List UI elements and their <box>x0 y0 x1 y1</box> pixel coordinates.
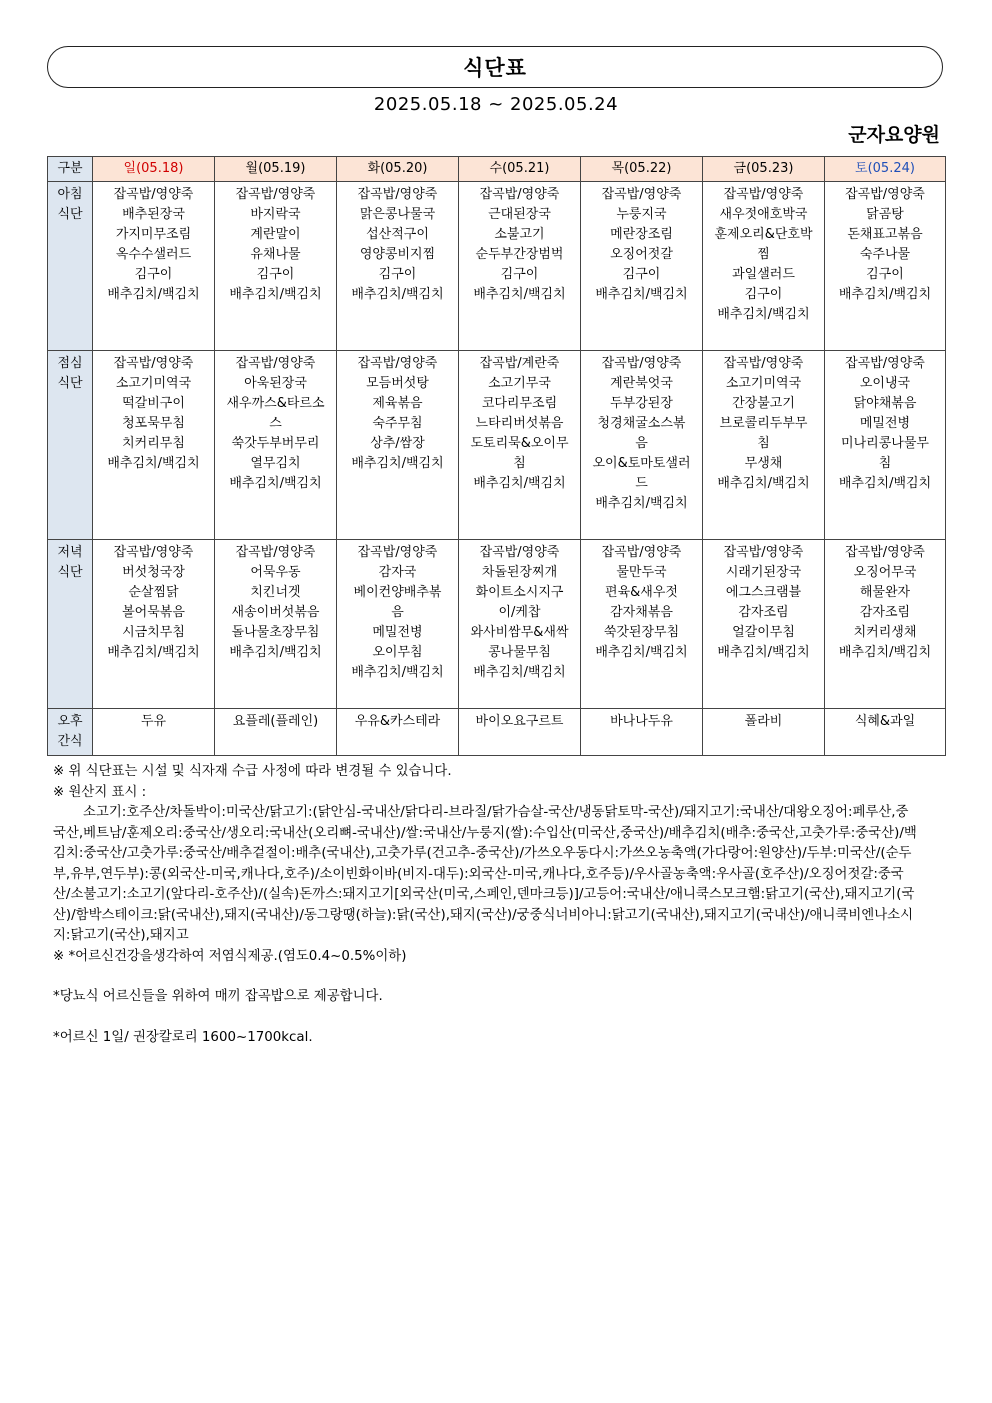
menu-item: 시금치무침 <box>122 625 185 640</box>
menu-item: 숙주나물 <box>859 247 911 262</box>
menu-item: 오징어젓갈 <box>610 247 673 262</box>
menu-item: 잡곡밥/영양죽 <box>601 356 682 371</box>
row-label-line: 오후 <box>57 714 83 729</box>
menu-cell-lunch-sun <box>93 351 215 540</box>
menu-item: 침 <box>757 436 770 451</box>
menu-item: 순두부간장범벅 <box>475 247 564 262</box>
row-label-line: 식단 <box>57 565 83 580</box>
menu-cell-breakfast-wed <box>459 182 581 351</box>
menu-item: 계란말이 <box>250 227 301 242</box>
meal-row-breakfast <box>48 182 946 351</box>
menu-cell-breakfast-fri <box>703 182 825 351</box>
menu-cell-breakfast-sun <box>93 182 215 351</box>
row-label-line: 식단 <box>57 207 83 222</box>
menu-item: 소고기미역국 <box>115 376 192 391</box>
menu-item: 잡곡밥/영양죽 <box>723 545 804 560</box>
menu-item: 유채나물 <box>250 247 301 262</box>
menu-item: 배추김치/백김치 <box>717 307 810 322</box>
menu-item: 배추된장국 <box>122 207 185 222</box>
menu-item: 배추김치/백김치 <box>351 665 444 680</box>
menu-cell-snack-sun <box>93 709 215 756</box>
menu-item: 해물완자 <box>859 585 911 600</box>
menu-item: 잡곡밥/영양죽 <box>235 187 316 202</box>
menu-item: 배추김치/백김치 <box>351 287 444 302</box>
menu-item: 잡곡밥/영양죽 <box>113 545 194 560</box>
menu-item: 치커리생채 <box>853 625 917 640</box>
menu-item: 침 <box>878 456 892 471</box>
menu-item: 식혜&과일 <box>854 714 916 729</box>
calorie-note: *어르신 1일/ 권장칼로리 1600~1700kcal. <box>53 1029 313 1045</box>
row-label-line: 식단 <box>57 376 83 391</box>
menu-item: 배추김치/백김치 <box>717 645 810 660</box>
menu-cell-lunch-thu <box>581 351 703 540</box>
menu-item: 모듬버섯탕 <box>366 376 429 391</box>
menu-item: 치커리무침 <box>122 436 185 451</box>
row-label-lunch <box>48 351 93 540</box>
facility-name: 군자요양원 <box>848 124 940 146</box>
menu-item: 간장불고기 <box>732 396 795 411</box>
menu-item: 아욱된장국 <box>244 376 307 391</box>
menu-item: 오이&토마토샐러 <box>592 456 691 471</box>
menu-item: 치킨너겟 <box>250 585 301 600</box>
menu-cell-lunch-mon <box>215 351 337 540</box>
menu-item: 누룽지국 <box>616 207 667 222</box>
menu-item: 시래기된장국 <box>725 565 802 580</box>
menu-title-box <box>47 46 943 88</box>
menu-item: 잡곡밥/영양죽 <box>723 356 804 371</box>
menu-item: 김구이 <box>500 267 539 282</box>
menu-item: 잡곡밥/영양죽 <box>479 187 560 202</box>
low-salt-note: ※ *어르신건강을생각하여 저염식제공.(염도0.4~0.5%이하) <box>53 948 407 964</box>
change-notice: ※ 위 식단표는 시설 및 식자재 수급 사정에 따라 변경될 수 있습니다. <box>53 764 452 779</box>
day-header-thu: 목(05.22) <box>581 157 703 182</box>
menu-item: 음 <box>391 605 404 620</box>
meal-row-snack <box>48 709 946 756</box>
menu-item: 배추김치/백김치 <box>351 456 444 471</box>
row-label-line: 간식 <box>57 734 83 749</box>
menu-cell-lunch-tue <box>337 351 459 540</box>
menu-item: 돌나물초장무침 <box>231 625 320 640</box>
table-header-row <box>48 157 946 182</box>
menu-item: 바이오요구르트 <box>475 714 564 729</box>
menu-item: 새송이버섯볶음 <box>231 605 320 620</box>
menu-item: 김구이 <box>256 267 295 282</box>
page-title: 식단표 <box>463 56 527 80</box>
menu-item: 감자조림 <box>738 605 789 620</box>
menu-item: 차돌된장찌개 <box>481 565 558 580</box>
menu-item: 배추김치/백김치 <box>595 496 688 511</box>
menu-cell-dinner-thu <box>581 540 703 709</box>
row-label-dinner <box>48 540 93 709</box>
menu-item: 배추김치/백김치 <box>473 476 566 491</box>
menu-item: 잡곡밥/영양죽 <box>601 545 682 560</box>
menu-item: 소고기무국 <box>488 376 551 391</box>
menu-item: 청포묵무침 <box>122 416 185 431</box>
row-label-breakfast <box>48 182 93 351</box>
menu-item: 메란장조림 <box>610 227 673 242</box>
menu-item: 섭산적구이 <box>366 227 429 242</box>
menu-item: 닭야채볶음 <box>853 396 917 411</box>
menu-item: 배추김치/백김치 <box>107 456 200 471</box>
menu-item: 김구이 <box>744 287 783 302</box>
menu-item: 도토리묵&오이무 <box>470 436 569 451</box>
menu-item: 잡곡밥/영양죽 <box>357 187 438 202</box>
menu-cell-snack-thu <box>581 709 703 756</box>
menu-cell-lunch-sat <box>825 351 946 540</box>
menu-item: 옥수수샐러드 <box>115 247 192 262</box>
menu-item: 폴라비 <box>744 714 783 729</box>
menu-item: 소불고기 <box>494 227 545 242</box>
menu-item: 가지미무조림 <box>115 227 192 242</box>
menu-item: 감자국 <box>378 565 417 580</box>
menu-item: 찜 <box>757 247 770 262</box>
menu-item: 숙주무침 <box>372 416 423 431</box>
menu-item: 볼어묵볶음 <box>122 605 185 620</box>
menu-item: 감자채볶음 <box>610 605 673 620</box>
menu-item: 배추김치/백김치 <box>838 645 932 660</box>
menu-item: 느타리버섯볶음 <box>475 416 564 431</box>
menu-item: 배추김치/백김치 <box>229 287 322 302</box>
menu-item: 순살찜닭 <box>128 585 179 600</box>
menu-item: 잡곡밥/영양죽 <box>845 187 925 202</box>
menu-item: 배추김치/백김치 <box>473 665 566 680</box>
day-header-sun: 일(05.18) <box>93 157 215 182</box>
menu-item: 감자조림 <box>859 605 911 620</box>
menu-item: 화이트소시지구 <box>475 585 564 600</box>
menu-item: 와사비쌈무&새싹 <box>470 625 569 640</box>
menu-cell-dinner-sun <box>93 540 215 709</box>
menu-cell-dinner-fri <box>703 540 825 709</box>
menu-item: 배추김치/백김치 <box>838 287 932 302</box>
menu-item: 미나리콩나물무 <box>841 436 929 451</box>
menu-item: 편육&새우젓 <box>605 585 678 600</box>
menu-cell-dinner-wed <box>459 540 581 709</box>
menu-item: 상추/쌈장 <box>370 436 425 451</box>
menu-item: 잡곡밥/영양죽 <box>357 356 438 371</box>
menu-item: 오이무침 <box>372 645 423 660</box>
day-header-tue: 화(05.20) <box>337 157 459 182</box>
menu-item: 돈채표고볶음 <box>847 227 923 242</box>
menu-cell-snack-mon <box>215 709 337 756</box>
menu-cell-snack-fri <box>703 709 825 756</box>
menu-item: 바나나두유 <box>610 714 673 729</box>
menu-item: 잡곡밥/영양죽 <box>235 356 316 371</box>
menu-item: 잡곡밥/계란죽 <box>479 356 560 371</box>
menu-cell-breakfast-sat <box>825 182 946 351</box>
menu-item: 잡곡밥/영양죽 <box>235 545 316 560</box>
origin-text: 소고기:호주산/차돌박이:미국산/닭고기:(닭안심-국내산/닭다리-브라질/닭가슴살-국산/냉동닭토막-국산)/돼지고기:국내산/대왕오징어:페루산,중국산,베트남/훈제오리:중국산/생오리:국내산(오리뼈-국내산)/쌀:국내산/누룽지(쌀):수입산(미국산,중국산)/배추김치(배추:중국산,고춧가루:중국산)/백김치:중국산/고춧가루:중국산/배추겉절이:배추(국내산),고춧가루(건고추-중국산)/가쓰오우동다시:가쓰오농축액(가다랑어:원양산)/두부:미국산/(순두부,유부,연두부):콩(외국산-미국,캐나다,호주)/소이빈화이바(비지-대두):외국산-미국,캐나다,호주등)/우사골농축액:우사골(호주산)/오징어젓갈:중국산/소불고기:소고기(앞다리-호주산)/(실속)돈까스:돼지고기[외국산(미국,스페인,덴마크등)]/고등어:국내산/애니쿡스모크햄:닭고기(국산),돼지고기(국산)/함박스테이크:닭(국내산),돼지(국내산)/동그랑땡(하늘):닭(국산),돼지(국산)/궁중식너비아니:닭고기(국내산),돼지고기(국내산)/애니쿡비엔나소시지:닭고기(국산),돼지고 <box>53 805 917 943</box>
menu-cell-snack-wed <box>459 709 581 756</box>
menu-item: 콩나물무침 <box>488 645 551 660</box>
menu-cell-dinner-tue <box>337 540 459 709</box>
menu-item: 두부강된장 <box>610 396 673 411</box>
day-header-fri: 금(05.23) <box>703 157 825 182</box>
date-range: 2025.05.18 ~ 2025.05.24 <box>373 94 619 115</box>
day-header-mon: 월(05.19) <box>215 157 337 182</box>
menu-item: 배추김치/백김치 <box>717 476 810 491</box>
day-header-wed: 수(05.21) <box>459 157 581 182</box>
menu-item: 우유&카스테라 <box>354 714 441 729</box>
menu-item: 근대된장국 <box>488 207 551 222</box>
meal-row-dinner <box>48 540 946 709</box>
menu-item: 잡곡밥/영양죽 <box>113 187 194 202</box>
menu-item: 두유 <box>140 714 167 729</box>
menu-item: 배추김치/백김치 <box>107 645 200 660</box>
menu-item: 계란북엇국 <box>610 376 673 391</box>
menu-cell-lunch-fri <box>703 351 825 540</box>
menu-item: 이/케찹 <box>498 605 541 620</box>
menu-item: 요플레(플레인) <box>232 714 319 729</box>
menu-item: 떡갈비구이 <box>122 396 185 411</box>
menu-item: 배추김치/백김치 <box>838 476 932 491</box>
notes-section <box>53 762 919 1048</box>
menu-item: 닭곰탕 <box>866 207 904 222</box>
menu-cell-breakfast-mon <box>215 182 337 351</box>
menu-item: 김구이 <box>622 267 661 282</box>
menu-item: 음 <box>635 436 648 451</box>
row-label-snack <box>48 709 93 756</box>
menu-item: 김구이 <box>866 267 904 282</box>
menu-item: 맑은콩나물국 <box>359 207 436 222</box>
meal-table <box>47 156 946 756</box>
menu-item: 버섯청국장 <box>122 565 185 580</box>
menu-item: 소고기미역국 <box>725 376 802 391</box>
meal-row-lunch <box>48 351 946 540</box>
menu-cell-snack-sat <box>825 709 946 756</box>
menu-item: 브로콜리두부무 <box>719 416 808 431</box>
menu-item: 새우젓애호박국 <box>719 207 808 222</box>
menu-cell-dinner-mon <box>215 540 337 709</box>
menu-item: 침 <box>513 456 526 471</box>
menu-item: 과일샐러드 <box>732 267 795 282</box>
menu-item: 메밀전병 <box>372 625 423 640</box>
menu-item: 배추김치/백김치 <box>595 287 688 302</box>
menu-item: 무생채 <box>744 456 783 471</box>
menu-item: 잡곡밥/영양죽 <box>357 545 438 560</box>
menu-item: 쑥갓두부버무리 <box>231 436 320 451</box>
menu-item: 물만두국 <box>616 565 667 580</box>
menu-item: 어묵우동 <box>250 565 301 580</box>
menu-cell-breakfast-thu <box>581 182 703 351</box>
day-header-sat: 토(05.24) <box>825 157 946 182</box>
menu-item: 코다리무조림 <box>481 396 558 411</box>
menu-item: 김구이 <box>378 267 417 282</box>
menu-item: 배추김치/백김치 <box>229 476 322 491</box>
menu-item: 베이컨양배추볶 <box>353 585 442 600</box>
row-label-line: 아침 <box>57 187 83 202</box>
menu-item: 훈제오리&단호박 <box>714 227 813 242</box>
row-label-line: 점심 <box>57 356 83 371</box>
menu-item: 잡곡밥/영양죽 <box>479 545 560 560</box>
menu-item: 배추김치/백김치 <box>107 287 200 302</box>
menu-item: 잡곡밥/영양죽 <box>601 187 682 202</box>
menu-item: 에그스크램블 <box>725 585 802 600</box>
menu-item: 청경채굴소스볶 <box>597 416 686 431</box>
menu-item: 제육볶음 <box>372 396 423 411</box>
corner-label: 구분 <box>48 157 93 182</box>
menu-item: 잡곡밥/영양죽 <box>723 187 804 202</box>
menu-item: 영양콩비지찜 <box>359 247 436 262</box>
row-label-line: 저녁 <box>57 545 83 560</box>
menu-item: 잡곡밥/영양죽 <box>845 356 925 371</box>
menu-item: 오이냉국 <box>859 376 911 391</box>
menu-item: 김구이 <box>134 267 173 282</box>
menu-item: 새우까스&타르소 <box>226 396 325 411</box>
menu-item: 메밀전병 <box>859 416 911 431</box>
menu-item: 배추김치/백김치 <box>595 645 688 660</box>
menu-item: 얼갈이무침 <box>732 625 795 640</box>
menu-cell-dinner-sat <box>825 540 946 709</box>
menu-cell-lunch-wed <box>459 351 581 540</box>
origin-title: ※ 원산지 표시 : <box>53 784 147 800</box>
menu-cell-breakfast-tue <box>337 182 459 351</box>
menu-item: 잡곡밥/영양죽 <box>845 545 925 560</box>
menu-item: 오징어무국 <box>853 565 917 580</box>
menu-item: 쑥갓된장무침 <box>603 625 680 640</box>
menu-item: 열무김치 <box>250 456 301 471</box>
menu-item: 바지락국 <box>250 207 301 222</box>
menu-item: 드 <box>635 476 648 491</box>
menu-item: 배추김치/백김치 <box>473 287 566 302</box>
menu-item: 스 <box>269 416 282 431</box>
diabetes-note: *당뇨식 어르신들을 위하여 매끼 잡곡밥으로 제공합니다. <box>53 989 383 1004</box>
menu-cell-snack-tue <box>337 709 459 756</box>
menu-item: 배추김치/백김치 <box>229 645 322 660</box>
menu-item: 잡곡밥/영양죽 <box>113 356 194 371</box>
